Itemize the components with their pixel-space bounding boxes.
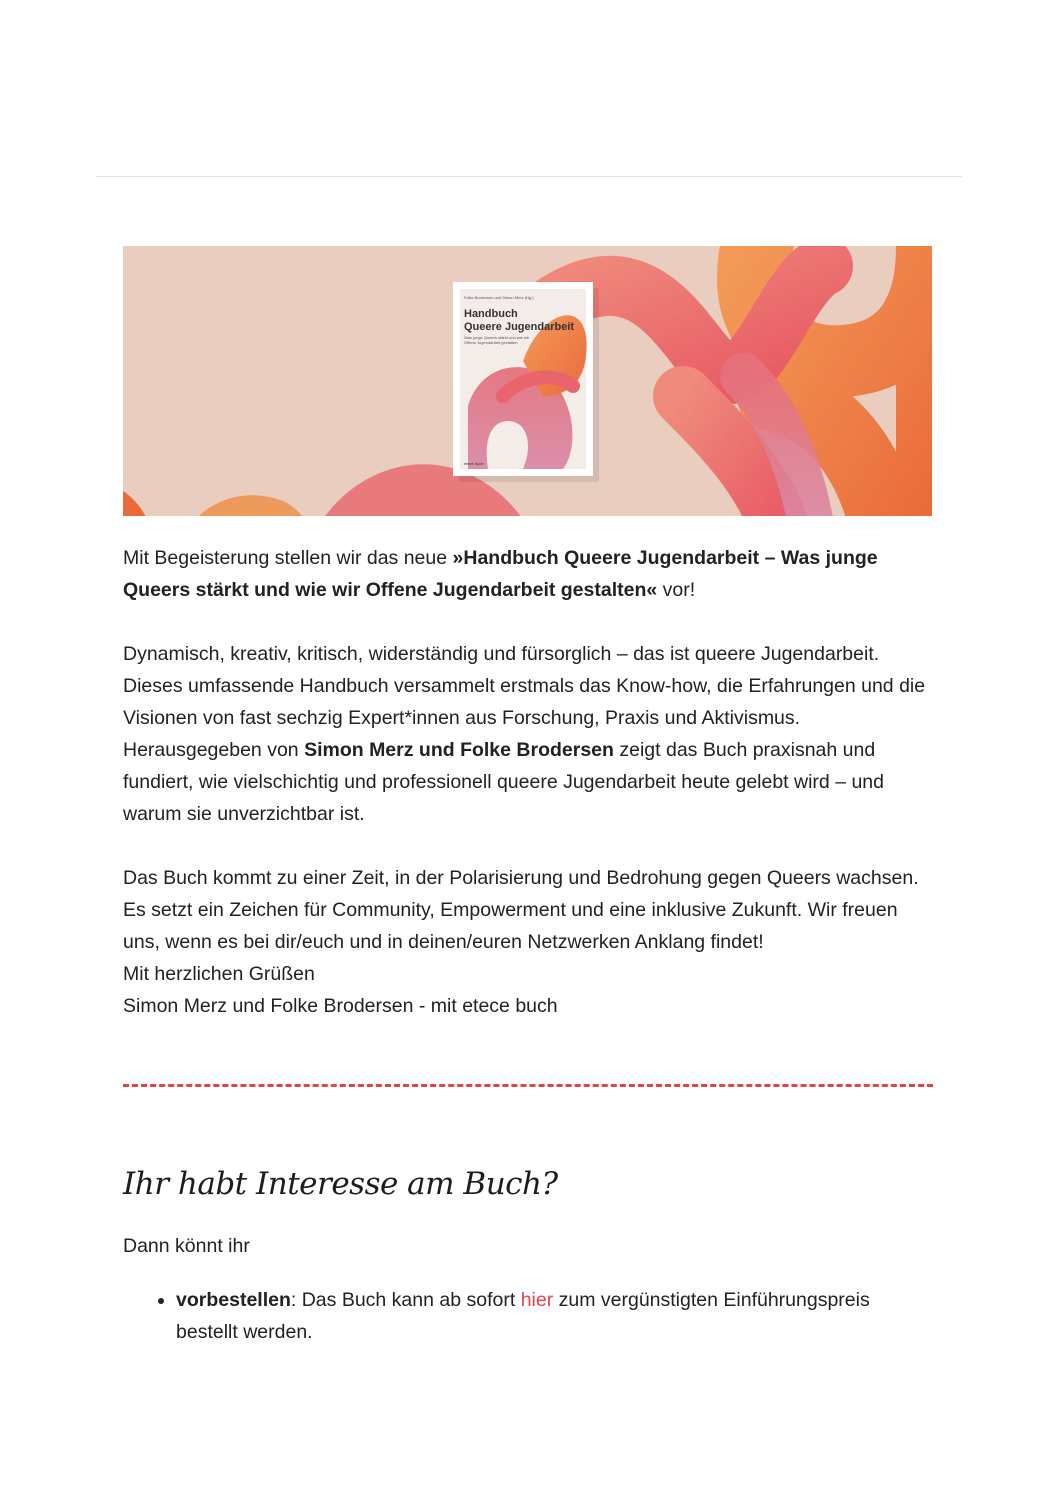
book-title-bold: »Handbuch Queere Jugendarbeit – Was junge Queers stärkt und wie wir Offene Jugendarbeit gestalten«	[123, 547, 878, 601]
editors-bold: Simon Merz und Folke Brodersen	[304, 739, 614, 761]
section-body	[123, 1230, 933, 1348]
list-item-bold: vorbestellen	[176, 1289, 291, 1311]
top-divider	[96, 176, 962, 177]
intro-text	[123, 542, 933, 1022]
list-item: • vorbestellen: Das Buch kann ab sofort hier zum vergünstigten Einführungspreis bestellt werden.	[176, 1284, 933, 1348]
intro-paragraph-2: Dynamisch, kreativ, kritisch, widerständig und fürsorglich – das ist queere Jugendarbeit. Dieses umfassende Handbuch versammelt erstmals das Know-how, die Erfahrungen und die Visionen von fast sechzig Expert*innen aus Forschung, Praxis und Aktivismus. Herausgegeben von Simon Merz und Folke Brodersen zeigt das Buch praxisnah und fundiert, wie vielschichtig und professionell queere Jugendarbeit heute gelebt wird – und warum sie unverzichtbar ist.	[123, 643, 926, 825]
book-authors: Folke Brodersen und Simon Merz (Hg.)	[464, 295, 534, 300]
greeting: Mit herzlichen Grüßen	[123, 963, 315, 985]
book-publisher: etece buch	[464, 461, 484, 466]
section-lead: Dann könnt ihr	[123, 1235, 250, 1257]
book-subtitle-line1: Was junge Queers stärkt und wie wir	[464, 335, 529, 340]
book-cover	[453, 282, 593, 476]
intro-paragraph-3: Das Buch kommt zu einer Zeit, in der Polarisierung und Bedrohung gegen Queers wachsen. Es setzt ein Zeichen für Community, Empowerment und eine inklusive Zukunft. Wir freuen uns, wenn es bei dir/euch und in deinen/euren Netzwerken Anklang findet!	[123, 867, 919, 953]
order-here-link[interactable]: hier	[520, 1289, 554, 1311]
intro-paragraph-1: Mit Begeisterung stellen wir das neue »Handbuch Queere Jugendarbeit – Was junge Queers stärkt und wie wir Offene Jugendarbeit gestalten« vor!	[123, 547, 878, 601]
book-title-line2: Queere Jugendarbeit	[464, 321, 575, 333]
book-banner	[123, 246, 932, 516]
section-heading: Ihr habt Interesse am Buch?	[123, 1166, 558, 1202]
options-list	[123, 1284, 933, 1348]
signature: Simon Merz und Folke Brodersen - mit etece buch	[123, 995, 558, 1017]
book-title-line1: Handbuch	[464, 308, 518, 320]
dashed-divider	[123, 1084, 933, 1087]
book-subtitle-line2: Offene Jugendarbeit gestalten	[464, 340, 518, 345]
